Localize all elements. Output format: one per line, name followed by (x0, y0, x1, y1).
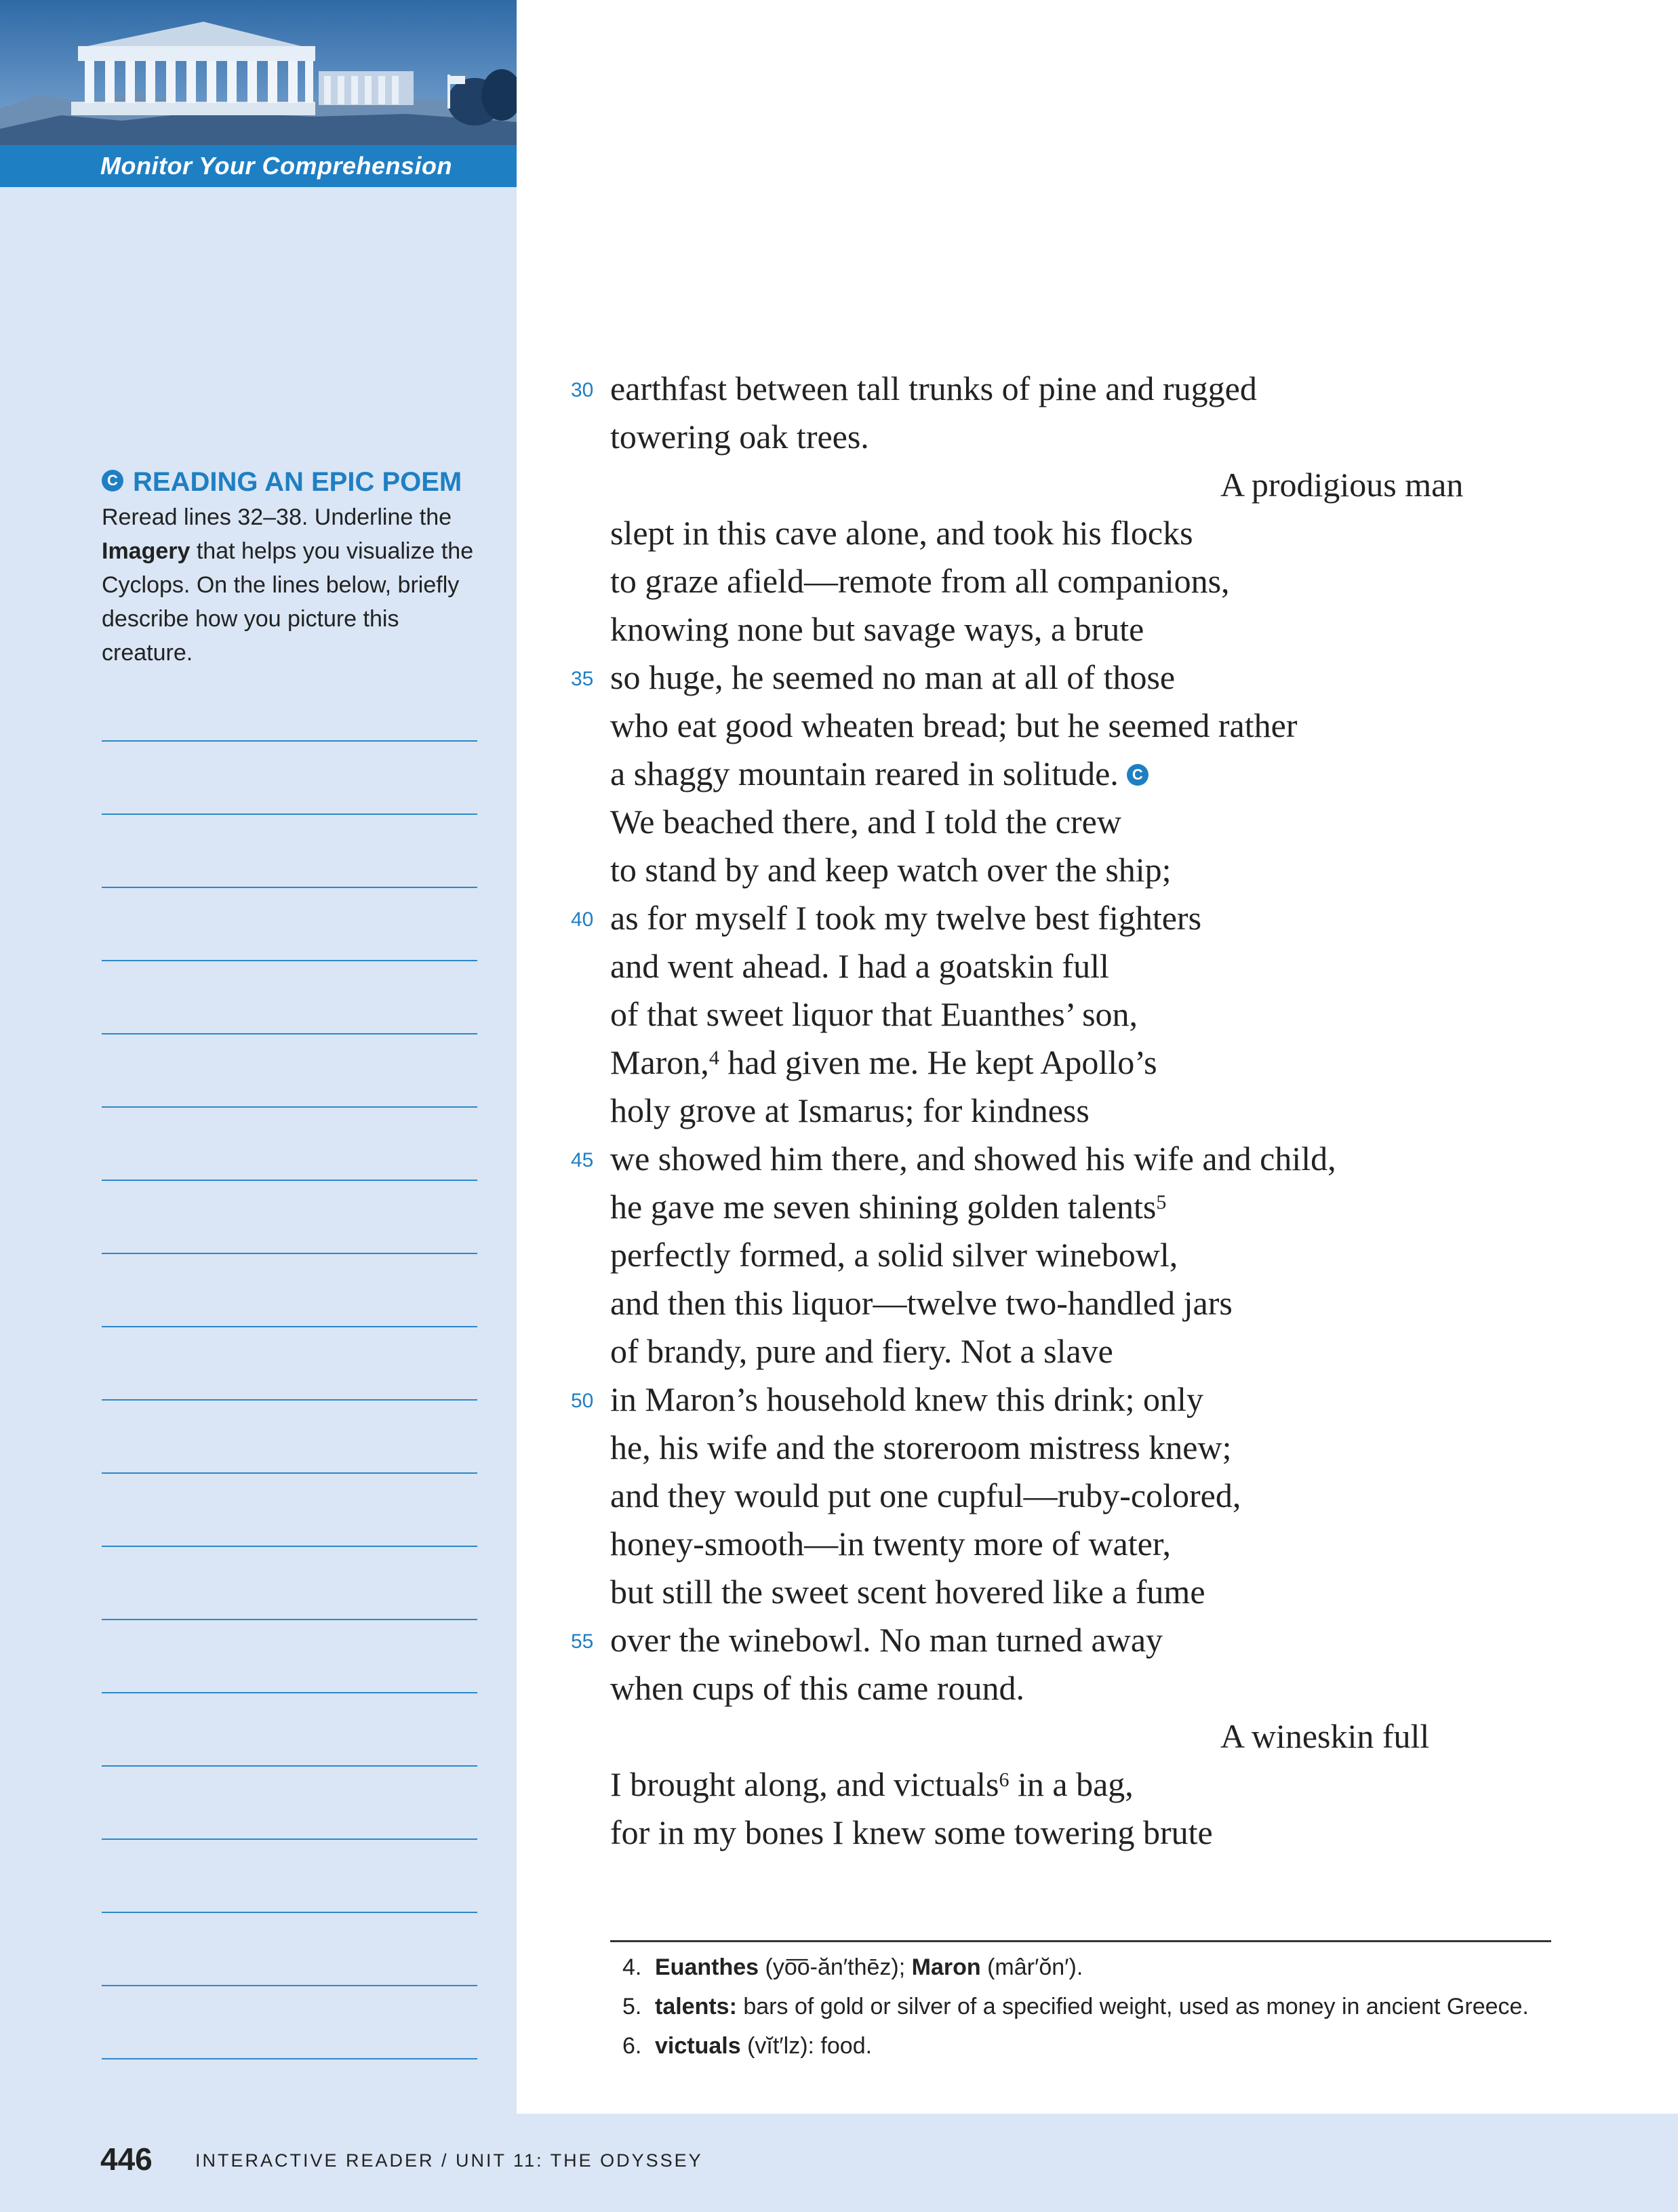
answer-line[interactable] (102, 1255, 477, 1327)
line-number-40: 40 (571, 908, 594, 931)
note-heading-text: READING AN EPIC POEM (133, 467, 462, 497)
answer-line[interactable] (102, 1914, 477, 1986)
answer-line[interactable] (102, 889, 477, 961)
poem-line: and then this liquor—twelve two-handled jars (610, 1284, 1233, 1322)
running-head: INTERACTIVE READER / UNIT 11: THE ODYSSEY (195, 2150, 703, 2171)
answer-line[interactable] (102, 1182, 477, 1254)
poem-line-text: a shaggy mountain reared in solitude. (610, 755, 1119, 792)
note-body-text-2: that helps you visualize the Cyclops. On the lines below, briefly describe how you picture this creature. (102, 538, 474, 666)
answer-line[interactable] (102, 1695, 477, 1767)
poem-line (610, 753, 1148, 794)
footnote-number: 6. (622, 2033, 642, 2059)
poem-line: perfectly formed, a solid silver winebowl, (610, 1236, 1178, 1274)
line-number-45: 45 (571, 1149, 594, 1171)
footnote-5 (622, 1992, 1551, 2022)
poem-line: we showed him there, and showed his wife and child, (610, 1140, 1336, 1178)
answer-line[interactable] (102, 1475, 477, 1547)
footnote-definition: (vĭt′lz): food. (740, 2033, 873, 2059)
footnote-term: Euanthes (655, 1954, 759, 1980)
poem-line: knowing none but savage ways, a brute (610, 610, 1144, 648)
poem-line: of brandy, pure and fiery. Not a slave (610, 1332, 1113, 1370)
answer-line[interactable] (102, 743, 477, 815)
poem-line: slept in this cave alone, and took his flocks (610, 514, 1193, 552)
sidebar (0, 0, 517, 2114)
footnote-term: Maron (911, 1954, 981, 1980)
poem-line: A wineskin full (1220, 1717, 1430, 1755)
answer-line[interactable] (102, 1036, 477, 1108)
poem-line: but still the sweet scent hovered like a fume (610, 1573, 1205, 1611)
poem-line: when cups of this came round. (610, 1669, 1024, 1707)
page-number: 446 (100, 2141, 153, 2177)
poem-line: earthfast between tall trunks of pine and rugged (610, 369, 1257, 407)
answer-line[interactable] (102, 740, 477, 742)
poem-line (610, 1764, 1134, 1805)
annotation-badge: C (1127, 764, 1148, 786)
poem-line: holy grove at Ismarus; for kindness (610, 1091, 1090, 1129)
footnote-number: 4. (622, 1954, 642, 1980)
poem-line: honey-smooth—in twenty more of water, (610, 1525, 1171, 1563)
footnote-number: 5. (622, 1994, 642, 2019)
poem-line-text: I brought along, and victuals (610, 1765, 999, 1803)
note-body-bold-term: Imagery (102, 538, 191, 564)
reading-epic-poem-note (102, 465, 495, 670)
footnote-term: talents: (655, 1994, 737, 2019)
poem-line: and they would put one cupful—ruby-colored, (610, 1476, 1241, 1514)
answer-line[interactable] (102, 816, 477, 888)
answer-line[interactable] (102, 1622, 477, 1693)
line-number-30: 30 (571, 379, 594, 401)
note-body (102, 500, 495, 670)
sidebar-banner (0, 145, 517, 187)
poem-line: to graze afield—remote from all companions, (610, 562, 1230, 600)
poem-line: to stand by and keep watch over the ship; (610, 851, 1172, 889)
poem-line (610, 1042, 1157, 1083)
footnote-term: victuals (655, 2033, 741, 2059)
answer-line[interactable] (102, 1329, 477, 1401)
answer-line[interactable] (102, 1109, 477, 1181)
footnotes (622, 1952, 1551, 2070)
line-number-50: 50 (571, 1390, 594, 1412)
poem-line: We beached there, and I told the crew (610, 803, 1121, 841)
answer-line[interactable] (102, 963, 477, 1034)
line-number-35: 35 (571, 668, 594, 690)
poem-line-text: had given me. He kept Apollo’s (719, 1043, 1157, 1081)
answer-lines (102, 740, 477, 2134)
footnote-ref-4: 4 (708, 1047, 719, 1069)
answer-line[interactable] (102, 1841, 477, 1913)
footnote-4 (622, 1952, 1551, 1982)
footnote-definition: bars of gold or silver of a specified weight, used as money in ancient Greece. (736, 1994, 1529, 2019)
poem-line: he, his wife and the storeroom mistress knew; (610, 1428, 1232, 1466)
parthenon-photo (0, 0, 517, 145)
line-number-55: 55 (571, 1630, 594, 1653)
poem-line: in Maron’s household knew this drink; only (610, 1380, 1203, 1418)
note-heading (102, 465, 495, 499)
poem-line: as for myself I took my twelve best fighters (610, 899, 1202, 937)
poem-line: and went ahead. I had a goatskin full (610, 947, 1109, 985)
footnote-pronunciation: (yo͞o-ăn′thēz); (759, 1954, 912, 1980)
poem-line (610, 1186, 1166, 1227)
poem-line: towering oak trees. (610, 418, 869, 456)
poem-line: so huge, he seemed no man at all of those (610, 658, 1176, 696)
note-body-text-1: Reread lines 32–38. Underline the (102, 504, 452, 530)
sidebar-banner-title: Monitor Your Comprehension (100, 152, 453, 180)
poem-line: over the winebowl. No man turned away (610, 1621, 1163, 1659)
poem-line: of that sweet liquor that Euanthes’ son, (610, 995, 1138, 1033)
answer-line[interactable] (102, 1402, 477, 1474)
poem-line: who eat good wheaten bread; but he seemed rather (610, 706, 1298, 744)
poem-line-text: Maron, (610, 1043, 709, 1081)
footnote-rule (610, 1940, 1551, 1942)
footnote-6 (622, 2031, 1551, 2061)
answer-line[interactable] (102, 1548, 477, 1620)
answer-line[interactable] (102, 1988, 477, 2059)
poem-line-text: he gave me seven shining golden talents (610, 1188, 1157, 1226)
footnote-definition: (mâr′ŏn′). (980, 1954, 1083, 1980)
poem-line-text: in a bag, (1009, 1765, 1134, 1803)
footnote-ref-5: 5 (1156, 1191, 1167, 1213)
footnote-ref-6: 6 (999, 1769, 1010, 1791)
answer-line[interactable] (102, 1768, 477, 1840)
note-badge: C (102, 470, 123, 491)
poem-line: for in my bones I knew some towering brute (610, 1813, 1213, 1851)
poem-line: A prodigious man (1220, 466, 1464, 504)
page-footer (0, 2114, 1678, 2212)
